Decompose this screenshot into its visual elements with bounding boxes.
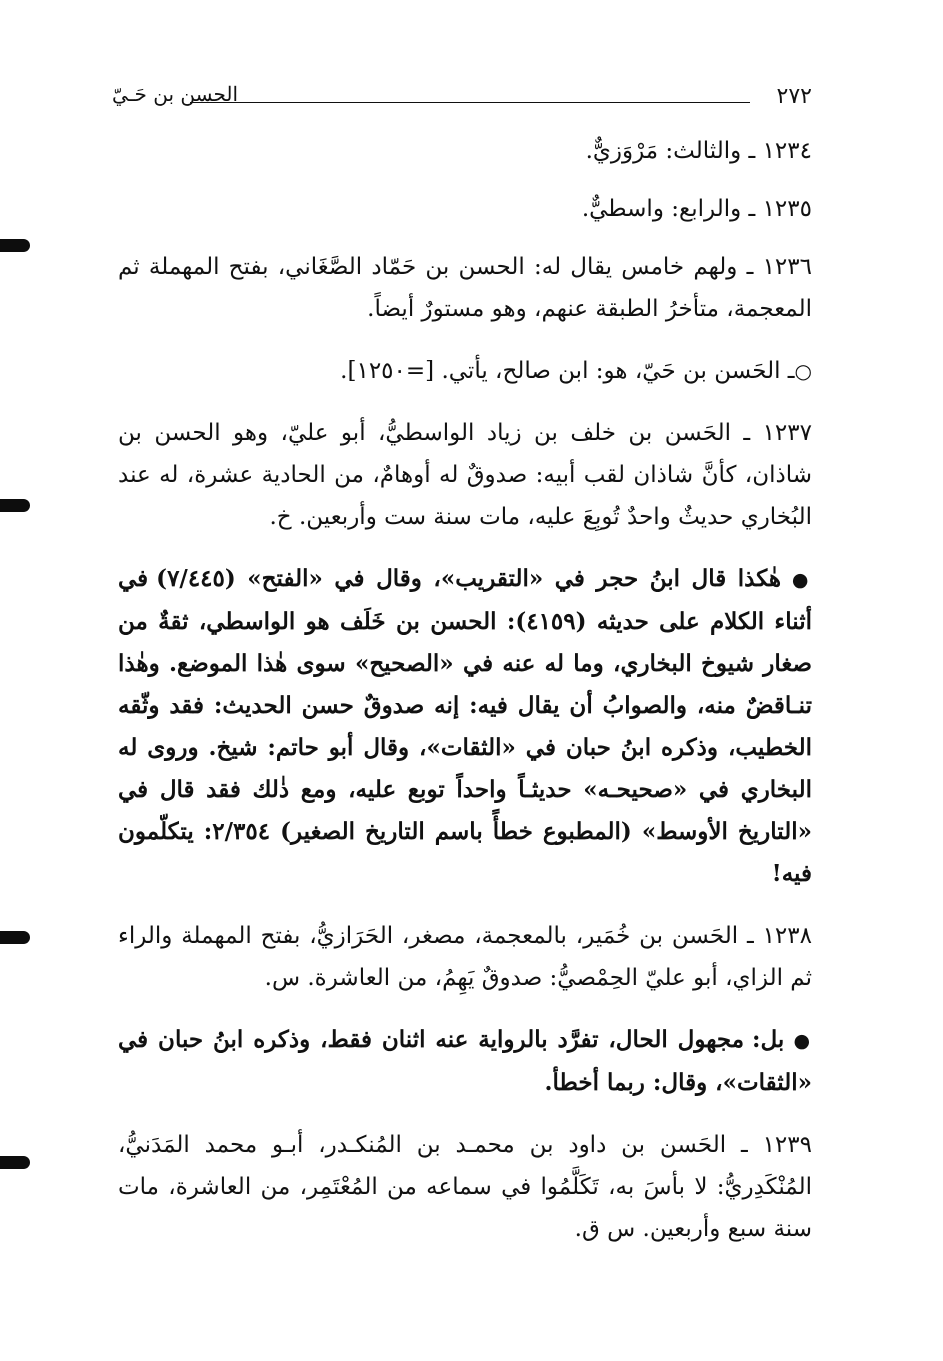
page-body — [118, 130, 812, 1270]
editor-note-1237 — [118, 558, 812, 895]
circle-marker-icon: ○ — [794, 359, 812, 383]
editor-note-1238 — [118, 1019, 812, 1104]
running-title: الحسن بن حَـيّ — [112, 82, 239, 106]
cross-reference-text: الحَسن بن حَيّ، هو: ابن صالح، يأتي. [=١٢٥٠]. — [340, 358, 781, 384]
scan-binding-mark — [0, 1156, 30, 1169]
header-rule — [190, 102, 750, 103]
bullet-dot-icon: ● — [791, 569, 812, 591]
entry-1234: ١٢٣٤ ـ والثالث: مَرْوَزيٌّ. — [585, 138, 812, 164]
editor-note-text: هٰكذا قال ابنُ حجر في «التقريب»، وقال في «الفتح» (٧/٤٤٥) في أثناء الكلام على حديثه (٤١٥٩): الحسن بن خَلَف هو الواسطي، ثقةٌ من صغار شيوخ البخاري، وما له عنه في «الصحيح» سوى هٰذا الموضع. وهٰذا تنـاقضٌ منه، والصوابُ أن يقال فيه: إنه صدوقٌ حسن الحديث: فقد وثّقه الخطيب، وذكره ابنُ حبان في «الثقات»، وقال أبو حاتم: شيخ. وروى له البخاري في «صحيحـه» حديثـاً واحداً توبع عليه، ومع ذٰلك فقد قال في «التاريخ الأوسط» (المطبوع خطأً باسم التاريخ الصغير) ٢/٣٥٤: يتكلّمون فيه! — [118, 565, 812, 887]
entry-1236: ١٢٣٦ ـ ولهم خامس يقال له: الحسن بن حَمّاد الصَّغَاني، بفتح المهملة ثم المعجمة، متأخرُ الطبقة عنهم، وهو مستورٌ أيضاً. — [118, 254, 812, 322]
entry-1239: ١٢٣٩ ـ الحَسن بن داود بن محمـد بن المُنكـدر، أبـو محمد المَدَنيُّ، المُنْكَدِريُّ: لا بأسَ به، تَكَلَّمُوا في سماعه من المُعْتَمِر، من العاشرة، مات سنة سبع وأربعين. س ق. — [118, 1132, 812, 1242]
page-header — [112, 82, 812, 116]
bullet-dot-icon: ● — [793, 1030, 813, 1052]
entry-1237: ١٢٣٧ ـ الحَسن بن خلف بن زياد الواسطيُّ، أبو عليّ، وهو الحسن بن شاذان، كأنَّ شاذان لقب أبيه: صدوقٌ له أوهامٌ، من الحادية عشرة، له عند البُخاري حديثٌ واحدٌ تُوبِعَ عليه، مات سنة ست وأربعين. خ. — [118, 420, 812, 530]
cross-reference-dash: ـ — [787, 358, 795, 384]
scan-binding-mark — [0, 931, 30, 944]
cross-reference-entry — [118, 350, 812, 392]
scan-binding-mark — [0, 499, 30, 512]
entry-1238: ١٢٣٨ ـ الحَسن بن خُمَير، بالمعجمة، مصغر، الحَرَازيُّ، بفتح المهملة والراء ثم الزاي، أبو عليّ الحِمْصيُّ: صدوقٌ يَهِمُ، من العاشرة. س. — [118, 923, 812, 991]
entry-1235: ١٢٣٥ ـ والرابع: واسطيٌّ. — [581, 196, 812, 222]
scan-binding-mark — [0, 239, 30, 252]
editor-note-text: بل: مجهول الحال، تفرَّد بالرواية عنه اثنان فقط، وذكره ابنُ حبان في «الثقات»، وقال: ربما أخطأ. — [118, 1026, 812, 1096]
page-number: ٢٧٢ — [776, 84, 812, 109]
